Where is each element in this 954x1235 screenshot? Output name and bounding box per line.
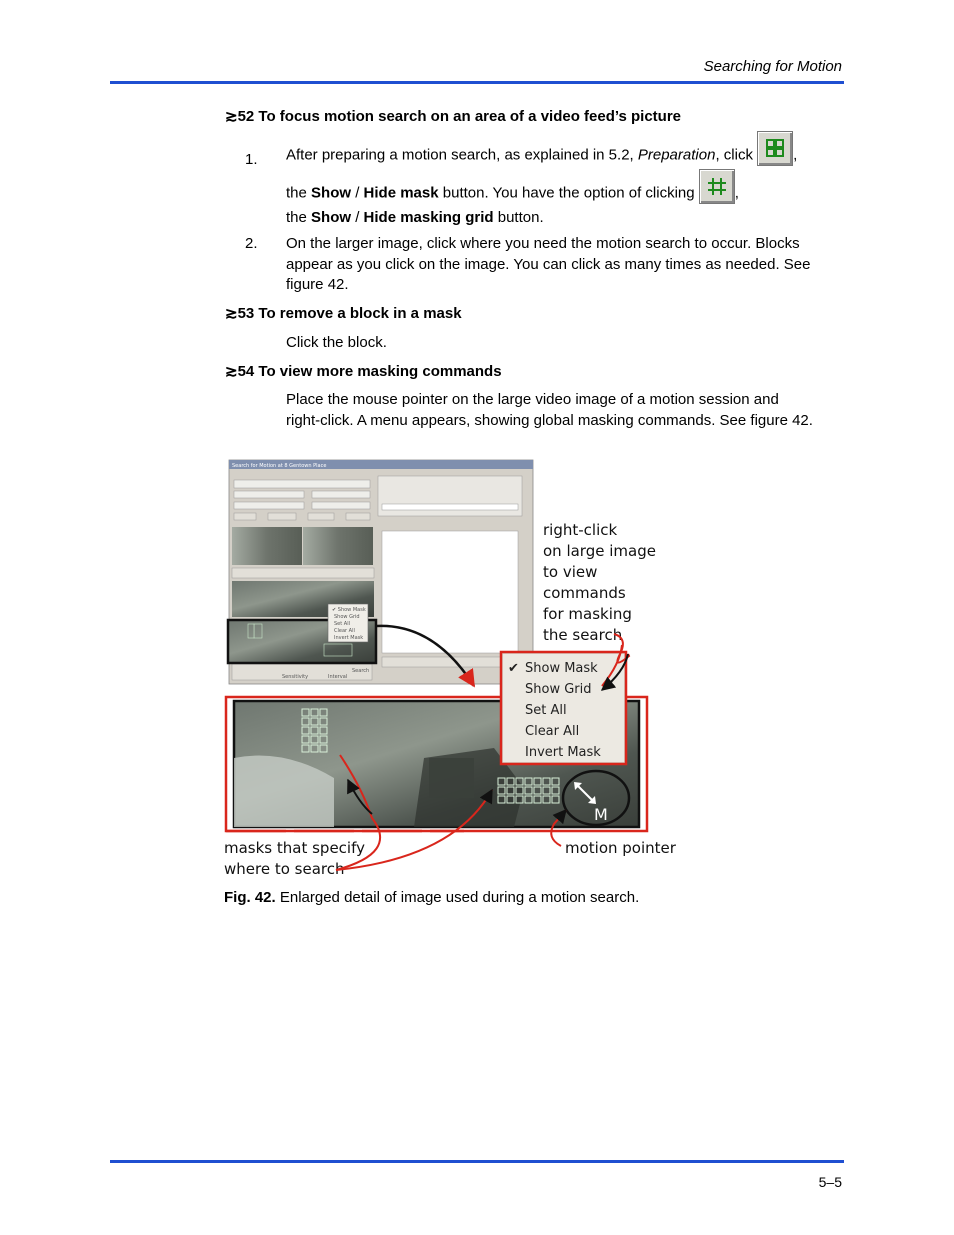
page-number: 5–5 <box>818 1174 842 1190</box>
masks-annotation <box>224 839 365 878</box>
header-rule <box>110 81 844 84</box>
svg-text:Invert Mask: Invert Mask <box>334 635 364 641</box>
footer-rule <box>110 1160 844 1163</box>
menu-item-invert-mask: Invert Mask <box>525 745 601 760</box>
show-hide-mask-button <box>757 131 793 166</box>
menu-item-set-all: Set All <box>525 703 567 718</box>
menu-item-show-mask: Show Mask <box>525 661 598 676</box>
svg-text:commands: commands <box>543 584 626 602</box>
show-hide-masking-grid-button <box>699 169 735 204</box>
step-1-number: 1. <box>245 151 258 168</box>
svg-text:for masking: for masking <box>543 605 632 623</box>
step-2-number: 2. <box>245 235 258 252</box>
svg-text:Show Grid: Show Grid <box>334 614 360 620</box>
running-header: Searching for Motion <box>703 58 842 75</box>
menu-item-clear-all: Clear All <box>525 724 580 739</box>
svg-text:on large image: on large image <box>543 542 656 560</box>
cursor-letter: M <box>594 805 608 824</box>
svg-text:Set All: Set All <box>334 621 350 627</box>
svg-text:where to search: where to search <box>224 860 345 878</box>
mini-interval-label: Interval <box>328 674 348 680</box>
procedure-54-heading: ≳54 To view more masking commands <box>225 363 502 380</box>
motion-pointer-label: motion pointer <box>565 839 676 857</box>
procedure-52-heading: ≳52 To focus motion search on an area of a video feed’s picture <box>225 108 682 125</box>
right-click-annotation <box>543 521 656 644</box>
mini-search-label: Search <box>352 668 370 674</box>
figure-42-illustration <box>224 458 676 888</box>
procedure-54-text: Place the mouse pointer on the large video image of a motion session and right-click. A menu appears, showing global masking commands. See figure 42. <box>286 391 813 429</box>
mini-sensitivity-label: Sensitivity <box>282 674 309 680</box>
step-1-line-1: After preparing a motion search, as explained in 5.2, Preparation, click , <box>286 131 846 166</box>
svg-text:to view: to view <box>543 563 598 581</box>
svg-text:masks that specify: masks that specify <box>224 839 365 857</box>
figure-42 <box>224 458 676 888</box>
svg-text:right-click: right-click <box>543 521 618 539</box>
procedure-53-heading: ≳53 To remove a block in a mask <box>225 305 462 322</box>
hash-grid-icon <box>700 170 734 203</box>
step-1-line-2: the Show / Hide mask button. You have the option of clicking , <box>286 169 846 204</box>
context-menu <box>501 652 626 764</box>
grid-2x2-icon <box>758 132 792 165</box>
figure-caption: Fig. 42. Enlarged detail of image used during a motion search. <box>224 889 640 906</box>
mini-context-menu <box>328 604 368 642</box>
menu-check-icon: ✔ <box>508 661 519 676</box>
svg-text:✔ Show Mask: ✔ Show Mask <box>332 607 366 613</box>
svg-text:the search: the search <box>543 626 623 644</box>
step-1-line-3: the Show / Hide masking grid button. <box>286 209 544 226</box>
mini-window-title: Search for Motion at 8 Gentown Place <box>232 463 327 469</box>
svg-text:Clear All: Clear All <box>334 628 355 634</box>
procedure-53-text: Click the block. <box>286 334 387 351</box>
menu-item-show-grid: Show Grid <box>525 682 592 697</box>
step-2-text: On the larger image, click where you need the motion search to occur. Blocks appear as you click on the image. You can click as many times as needed. See figure 42. <box>286 235 811 293</box>
